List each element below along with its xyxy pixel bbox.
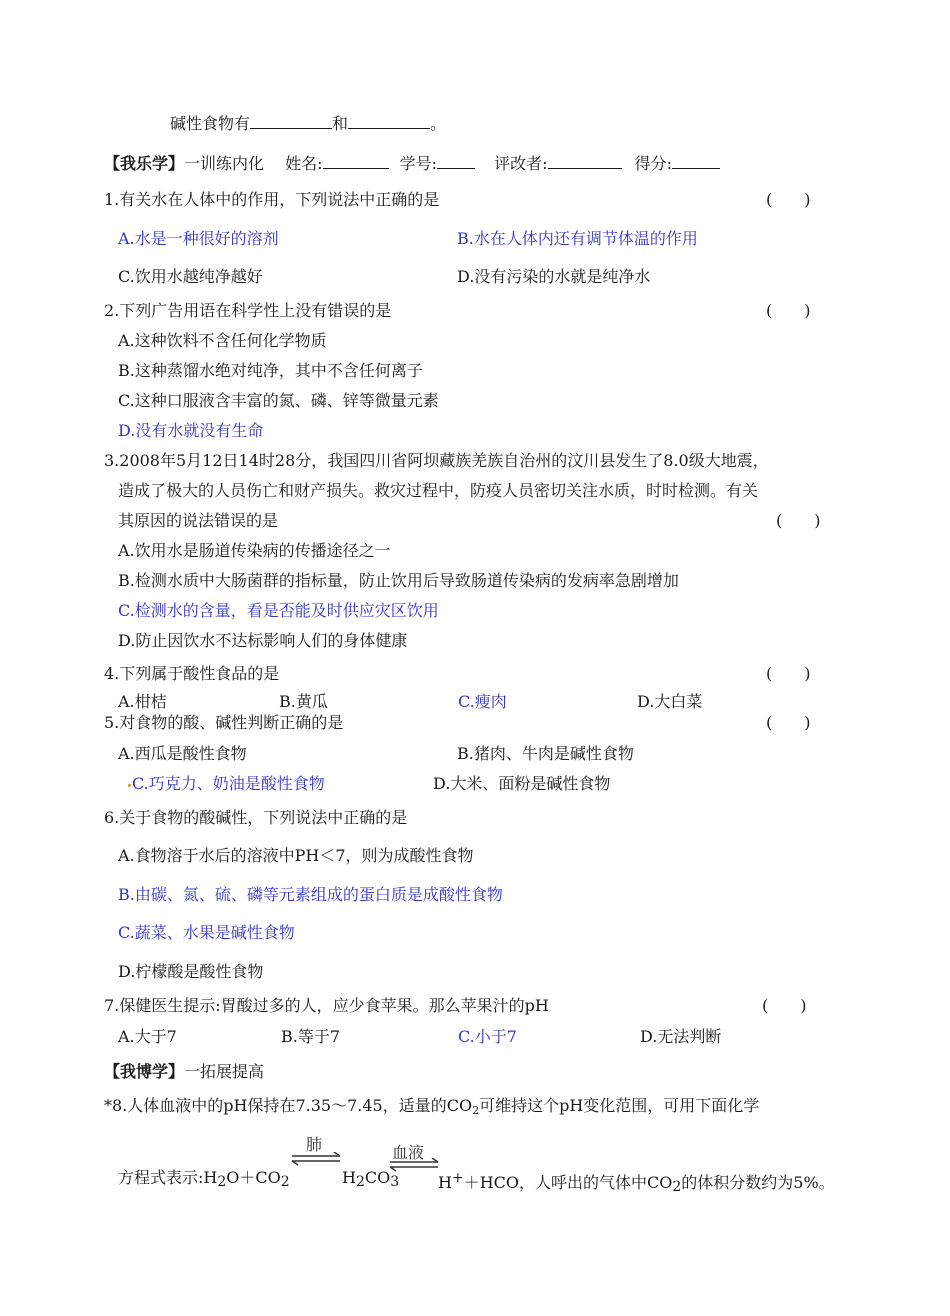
grader-label: 评改者: (494, 154, 548, 173)
question-2-option-a[interactable]: A.这种饮料不含任何化学物质 (118, 331, 327, 350)
question-5-option-a[interactable]: A.西瓜是酸性食物 (118, 744, 247, 763)
name-label: 姓名: (285, 154, 323, 173)
answer-blank[interactable] (250, 112, 332, 129)
subscript: 2 (472, 1104, 480, 1117)
formula-part: H (438, 1173, 452, 1192)
section-subtitle: 一训练内化 (184, 154, 265, 173)
answer-blank[interactable] (348, 112, 430, 129)
question-1-option-a[interactable]: A.水是一种很好的溶剂 (118, 229, 279, 248)
question-1-option-d[interactable]: D.没有污染的水就是纯净水 (457, 267, 651, 286)
section-header-extension (104, 1062, 264, 1082)
question-4-option-c[interactable]: C.瘦肉 (458, 692, 507, 711)
question-5-stem: 5.对食物的酸、碱性判断正确的是 (104, 713, 344, 732)
equation-prefix: 方程式表示:H (118, 1168, 218, 1187)
arrow-label-blood: 血液 (392, 1143, 425, 1162)
score-label: 得分: (634, 154, 673, 173)
equation-part-2 (438, 1168, 835, 1197)
question-6-option-b[interactable]: B.由碳、氮、硫、磷等元素组成的蛋白质是成酸性食物 (118, 885, 503, 904)
answer-bracket[interactable]: ( ) (766, 301, 811, 320)
answer-bracket[interactable]: ( ) (776, 511, 821, 530)
section-subtitle: 一拓展提高 (184, 1062, 265, 1081)
question-4-option-a[interactable]: A.柑桔 (118, 692, 167, 711)
question-7-option-a[interactable]: A.大于7 (118, 1027, 177, 1046)
question-3-option-a[interactable]: A.饮用水是肠道传染病的传播途径之一 (118, 541, 391, 560)
question-2-option-b[interactable]: B.这种蒸馏水绝对纯净，其中不含任何离子 (118, 361, 423, 380)
arrow-label-lung: 肺 (306, 1135, 323, 1154)
equation-rest: ＋HCO，人呼出的气体中CO (463, 1173, 673, 1192)
question-6-option-d[interactable]: D.柠檬酸是酸性食物 (118, 962, 264, 981)
id-label: 学号: (399, 154, 438, 173)
question-4-option-b[interactable]: B.黄瓜 (279, 692, 328, 711)
answer-bracket[interactable]: ( ) (766, 664, 811, 683)
answer-bracket[interactable]: ( ) (762, 996, 807, 1015)
grader-field[interactable] (548, 152, 622, 169)
name-field[interactable] (323, 152, 389, 169)
question-5-option-b[interactable]: B.猪肉、牛肉是碱性食物 (457, 744, 634, 763)
question-5-option-d[interactable]: D.大米、面粉是碱性食物 (433, 774, 611, 793)
equation-end: 的体积分数约为5%。 (681, 1173, 835, 1192)
formula-part: H (342, 1168, 356, 1187)
equation-reactants: O＋CO (226, 1168, 281, 1187)
question-5-option-c-wrap (128, 774, 325, 794)
question-3-option-b[interactable]: B.检测水质中大肠菌群的指标量，防止饮用后导致肠道传染病的发病率急剧增加 (118, 571, 679, 590)
question-1-stem: 1.有关水在人体中的作用，下列说法中正确的是 (104, 190, 440, 209)
intro-line (170, 112, 446, 134)
answer-bracket[interactable]: ( ) (766, 713, 811, 732)
subscript: 2 (280, 1174, 290, 1190)
question-2-option-d[interactable]: D.没有水就没有生命 (118, 421, 264, 440)
superscript: + (451, 1170, 464, 1186)
equation-part-1 (118, 1168, 290, 1192)
question-3-option-c[interactable]: C.检测水的含量，看是否能及时供应灾区饮用 (118, 601, 439, 620)
section-title: 【我博学】 (104, 1062, 185, 1081)
reversible-arrow-icon (290, 1152, 342, 1166)
student-id-field[interactable] (437, 152, 475, 169)
question-4-option-d[interactable]: D.大白菜 (637, 692, 703, 711)
question-5-option-c[interactable]: C.巧克力、奶油是酸性食物 (132, 774, 325, 793)
question-7-option-c[interactable]: C.小于7 (458, 1027, 517, 1046)
question-8-stem (104, 1096, 759, 1121)
score-field[interactable] (672, 152, 720, 169)
question-6-option-a[interactable]: A.食物溶于水后的溶液中PH＜7，则为成酸性食物 (118, 846, 474, 865)
intro-suffix: 。 (430, 114, 447, 133)
subscript: 3 (390, 1174, 400, 1190)
question-7-stem: 7.保健医生提示:胃酸过多的人，应少食苹果。那么苹果汁的pH (104, 996, 549, 1015)
question-7-option-b[interactable]: B.等于7 (281, 1027, 341, 1046)
question-8-stem-text: *8.人体血液中的pH保持在7.35～7.45，适量的CO (104, 1096, 473, 1115)
intro-prefix: 碱性食物有 (170, 114, 251, 133)
subscript: 2 (355, 1174, 365, 1190)
intro-mid: 和 (332, 114, 349, 133)
marker-dot (128, 784, 131, 787)
subscript: 2 (672, 1179, 682, 1195)
question-2-option-c[interactable]: C.这种口服液含丰富的氮、磷、锌等微量元素 (118, 391, 439, 410)
section-header-practice (104, 152, 720, 174)
question-3-stem-line-1: 3.2008年5月12日14时28分，我国四川省阿坝藏族羌族自治州的汶川县发生了8.0级大地震， (104, 451, 769, 470)
question-2-stem: 2.下列广告用语在科学性上没有错误的是 (104, 301, 392, 320)
answer-bracket[interactable]: ( ) (766, 190, 811, 209)
question-7-option-d[interactable]: D.无法判断 (640, 1027, 722, 1046)
question-6-option-c[interactable]: C.蔬菜、水果是碱性食物 (118, 923, 295, 942)
question-1-option-c[interactable]: C.饮用水越纯净越好 (118, 267, 263, 286)
question-4-stem: 4.下列属于酸性食品的是 (104, 664, 280, 683)
question-3-option-d[interactable]: D.防止因饮水不达标影响人们的身体健康 (118, 631, 408, 650)
section-title: 【我乐学】 (104, 154, 185, 173)
subscript: 2 (217, 1174, 227, 1190)
question-8-stem-rest: 可维持这个pH变化范围，可用下面化学 (479, 1096, 760, 1115)
question-3-stem-line-2: 造成了极大的人员伤亡和财产损失。救灾过程中，防疫人员密切关注水质，时时检测。有关 (118, 481, 759, 500)
reversible-arrow-icon (388, 1158, 440, 1172)
formula-part: CO (364, 1168, 391, 1187)
question-6-stem: 6.关于食物的酸碱性，下列说法中正确的是 (104, 808, 408, 827)
question-3-stem-line-3: 其原因的说法错误的是 (118, 511, 279, 530)
question-1-option-b[interactable]: B.水在人体内还有调节体温的作用 (457, 229, 698, 248)
